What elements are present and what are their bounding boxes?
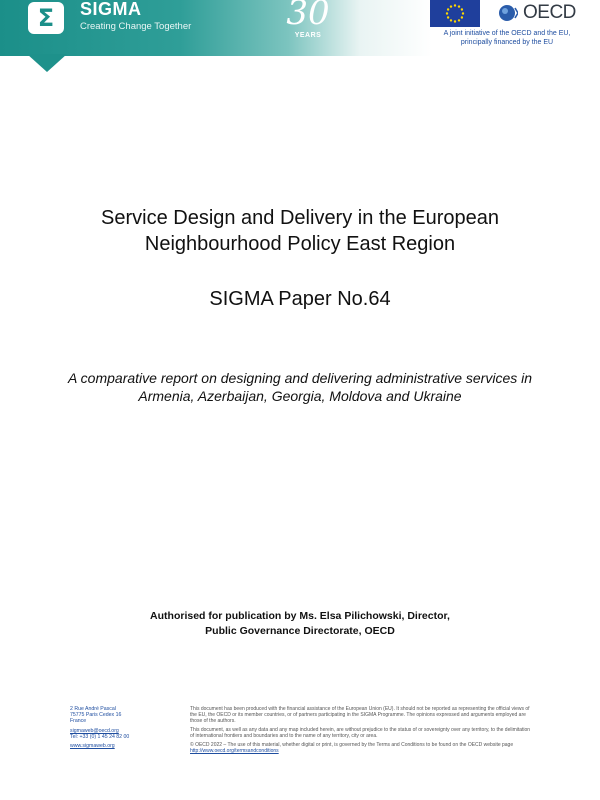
joint-line-2: principally financed by the EU [460, 39, 554, 46]
authorisation-line-2: Public Governance Directorate, OECD [205, 625, 395, 637]
terms-link[interactable]: http://www.oecd.org/termsandconditions [190, 748, 279, 754]
website-link[interactable]: www.sigmaweb.org [70, 743, 115, 750]
oecd-globe-icon [498, 3, 518, 23]
anniversary-label: YEARS [294, 32, 322, 39]
address-line-3: France [70, 718, 87, 725]
document-title [50, 205, 550, 257]
disclaimer-funding: This document has been produced with the financial assistance of the European Union (EU). It should not be reported as representing the official views of the EU, the OECD or its member countries, or of partners participating in the SIGMA Programme. The opinions expressed and arguments employed are those of the authors. [190, 706, 530, 724]
address-line-2: 75775 Paris Cedex 16 [70, 712, 122, 719]
copyright-text: © OECD 2022 – The use of this material, whether digital or print, is governed by the Terms and Conditions to be found on the OECD website page [190, 742, 514, 748]
disclaimer-territory: This document, as well as any data and any map included herein, are without prejudice to the status of or sovereignty over any territory, to the delimitation of international frontiers and boundaries and to the name of any territory, city or area. [190, 727, 531, 739]
contact-address [70, 706, 180, 749]
legal-disclaimer [190, 706, 532, 757]
email-link[interactable]: sigmaweb@oecd.org [70, 727, 119, 734]
brand-name: SIGMA [80, 0, 142, 19]
document-subtitle [50, 369, 550, 405]
title-line-2: Neighbourhood Policy East Region [144, 233, 456, 255]
anniversary-logo [284, 0, 332, 46]
paper-number: SIGMA Paper No.64 [209, 288, 391, 310]
sigma-logo [28, 2, 64, 34]
address-line-1: 2 Rue André Pascal [70, 706, 116, 712]
anniversary-number: 30 [286, 0, 330, 33]
oecd-wordmark: OECD [523, 2, 576, 23]
authorisation-line-1: Authorised for publication by Ms. Elsa Pilichowski, Director, [150, 610, 450, 622]
header-notch [27, 54, 67, 72]
subtitle-line-2: Armenia, Azerbaijan, Georgia, Moldova and Ukraine [138, 388, 462, 404]
phone-number: Tel: +33 (0) 1 45 24 82 00 [70, 733, 130, 740]
copyright-notice [190, 742, 532, 754]
brand-tagline: Creating Change Together [80, 21, 192, 32]
joint-initiative-note [432, 29, 582, 47]
sigma-symbol-icon: Σ [37, 4, 55, 32]
oecd-logo [498, 2, 588, 24]
subtitle-line-1: A comparative report on designing and delivering administrative services in [67, 370, 533, 386]
authorisation-note [50, 609, 550, 639]
title-line-1: Service Design and Delivery in the European [101, 207, 499, 229]
eu-flag-icon [430, 0, 480, 27]
joint-line-1: A joint initiative of the OECD and the EU, [443, 30, 571, 37]
